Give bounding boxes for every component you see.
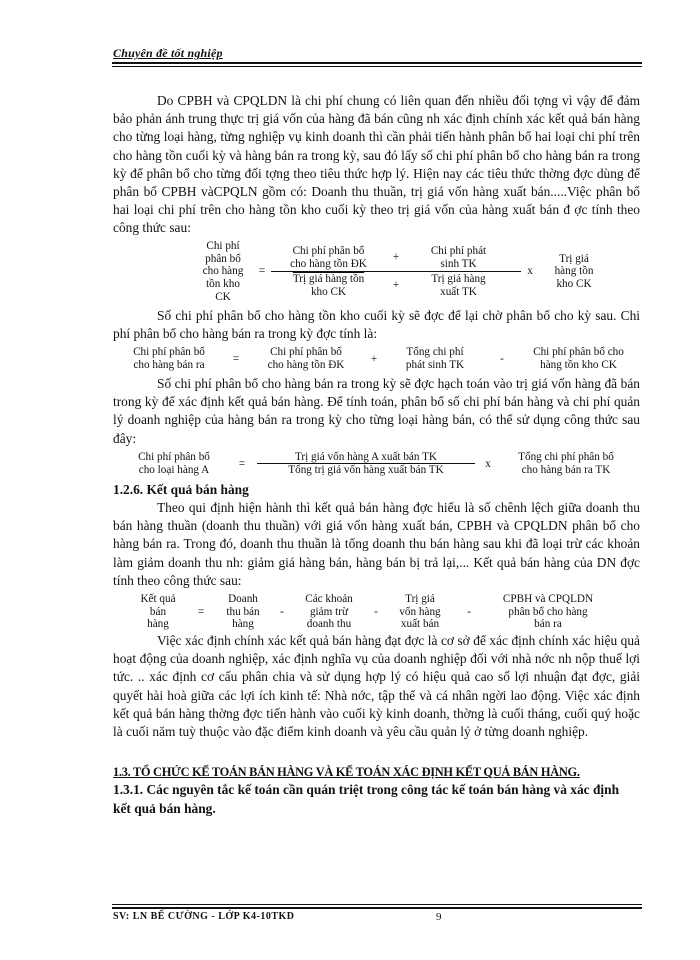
formula2-plus: + <box>370 352 378 365</box>
formula1-num-a: Chi phí phân bổ cho hàng tồn ĐK <box>290 244 367 270</box>
header-rule-thin <box>112 66 642 67</box>
formula1-equals: = <box>258 265 266 278</box>
formula1-lhs-line: CK <box>215 290 231 303</box>
paragraph-2: Số chi phí phân bổ cho hàng tồn kho cuối kỳ sẽ đợc để lại chờ phân bổ cho kỳ sau. Chi phí phân bổ cho hàng bán ra trong kỳ đợc tính là: <box>113 307 640 341</box>
formula1-lhs-line: cho hàng <box>202 265 244 278</box>
formula1-lhs-line: phân bổ <box>205 252 241 265</box>
formula4-expenses: CPBH và CPQLDN phân bổ cho hàng bán ra <box>502 593 594 631</box>
formula4-minus: - <box>280 605 284 618</box>
formula3-fraction <box>257 451 475 477</box>
paragraph-1: Do CPBH và CPQLDN là chi phí chung có liên quan đến nhiều đối tợng vì vậy để đảm bảo phản ánh trung thực trị giá vốn của hàng đã bán cũng nh xác định chính xác kết quả bán hàng cho từng loại hàng, từng nghiệp vụ kinh doanh thì cần phải tiến hành phân bổ hai loại chi phí trên cho hàng tồn cuối kỳ và hàng bán ra trong kỳ, sau đó lấy số chi phí phân bổ cho hàng bán ra trong kỳ để phân bổ cho từng đối tợng theo tiêu thức hợp lý. Hiện nay các tiêu thức thờng đợc dùng để phân bổ CPBH vàCPQLN gồm có: Doanh thu thuần, trị giá vốn hàng xuất bán.....Việc phân bổ hai loại chi phí trên cho hàng tồn kho cuối kỳ theo trị giá vốn của hàng xuất bán đ ợc tính theo công thức sau: <box>113 93 640 236</box>
paragraph-4: Theo qui định hiện hành thì kết quả bán hàng đợc hiểu là số chênh lệch giữa doanh thu bán hàng thuần (doanh thu thuần) với giá vốn hàng xuất bán, CPBH và CPQLDN phân bổ cho hàng bán ra. Trong đó, doanh thu thuần là tổng doanh thu bán hàng sau khi đã loại trừ các khoản làm giảm doanh thu nh: giảm giá hàng bán, hàng bán bị trả lại,... Kết quả bán hàng của DN đợc tính theo công thức sau: <box>113 500 640 588</box>
formula-sales-result <box>113 592 640 632</box>
document-body <box>113 92 640 818</box>
formula1-plus: + <box>392 279 400 292</box>
paragraph-5: Việc xác định chính xác kết quả bán hàng đạt đợc là cơ sở để xác định chính xác hiệu quả hoạt động của doanh nghiệp, xác định nghĩa vụ của doanh nghiệp đối với nhà nớc nh nộp thuế lợi tức. .. xác định cơ cấu phân chia và sử dụng hợp lý có hiệu quả cao số lợi nhuận đạt đợc, giải quyết hài hoà giữa các lợi ích kinh tế: Nhà nớc, tập thể và cá nhân ngời lao động. Việc xác định kết quả bán hàng thờng đợc tiến hành vào cuối kỳ kinh doanh, thờng là cuối tháng, cuối quý hoặc là cuối năm tuỳ thuộc vào đặc điểm kinh doanh và yêu cầu quản lý ở từng doanh nghiệp. <box>113 633 640 740</box>
formula3-numerator: Trị giá vốn hàng A xuất bán TK <box>257 451 475 465</box>
heading-1-3: 1.3. TỔ CHỨC KẾ TOÁN BÁN HÀNG VÀ KẾ TOÁN XÁC ĐỊNH KẾT QUẢ BÁN HÀNG. <box>113 765 580 780</box>
formula2-equals: = <box>232 352 240 365</box>
formula1-fraction <box>271 245 521 298</box>
footer-author: SV: LN BẾ CƯỜNG - LỚP K4-10TKD <box>113 911 295 922</box>
formula3-denominator: Tổng trị giá vốn hàng xuất bán TK <box>288 464 444 477</box>
formula2-lhs: Chi phí phân bổ cho hàng bán ra <box>133 346 205 372</box>
formula4-lhs: Kết quả bán hàng <box>140 593 176 631</box>
formula3-times: x <box>485 457 491 470</box>
formula-sold-allocation <box>113 344 640 374</box>
formula4-revenue: Doanh thu bán hàng <box>226 593 260 631</box>
formula1-lhs-line: Chi phí <box>206 240 240 253</box>
page-number: 9 <box>436 911 442 923</box>
formula2-term-c: Tổng chi phí phát sinh TK <box>405 346 465 372</box>
header-rule <box>112 62 642 64</box>
formula4-minus: - <box>467 605 471 618</box>
formula4-deductions: Các khoản giảm trừ doanh thu <box>305 593 353 631</box>
formula1-rhs: Trị giá hàng tồn kho CK <box>554 252 594 290</box>
formula4-equals: = <box>197 605 205 618</box>
formula3-lhs: Chi phí phân bổ cho loại hàng A <box>138 451 210 476</box>
formula1-num-b: Chi phí phát sinh TK <box>430 244 487 270</box>
formula3-rhs: Tổng chi phí phân bổ cho hàng bán ra TK <box>518 451 614 476</box>
page-header-title: Chuyên đề tốt nghiệp <box>113 46 223 60</box>
formula3-equals: = <box>238 457 246 470</box>
formula2-term-d: Chi phí phân bổ cho hàng tồn kho CK <box>533 346 624 372</box>
formula4-cogs: Trị giá vốn hàng xuất bán <box>399 593 441 631</box>
formula1-den-b: Trị giá hàng xuất TK <box>431 273 486 298</box>
formula4-minus: - <box>374 605 378 618</box>
paragraph-3: Số chi phí phân bổ cho hàng bán ra trong kỳ sẽ đợc hạch toán vào trị giá vốn hàng đã bán trong kỳ để xác định kết quả bán hàng. Để tính toán, phân bổ số chi phí bán hàng và chi phí quản lý doanh nghiệp của hàng bán ra trong kỳ cho từng loại hàng bán, có thể sử dụng công thức sau đây: <box>113 376 640 446</box>
heading-1-3-1: 1.3.1. Các nguyên tắc kế toán cần quán triệt trong công tác kế toán bán hàng và xác định kết quả bán hàng. <box>113 782 620 816</box>
formula2-minus: - <box>500 352 504 365</box>
footer-rule <box>112 907 642 909</box>
formula-item-allocation <box>113 449 640 479</box>
heading-1-2-6: 1.2.6. Kết quả bán hàng <box>113 481 249 497</box>
formula1-lhs-line: tồn kho <box>206 277 240 290</box>
formula1-times: x <box>527 265 533 278</box>
footer-rule-thin <box>112 904 642 905</box>
formula-inventory-allocation <box>113 239 640 305</box>
formula1-plus: + <box>392 251 400 264</box>
formula2-term-b: Chi phí phân bổ cho hàng tồn ĐK <box>267 346 345 372</box>
formula1-lhs <box>193 240 253 303</box>
formula1-den-a: Trị giá hàng tồn kho CK <box>292 273 365 298</box>
